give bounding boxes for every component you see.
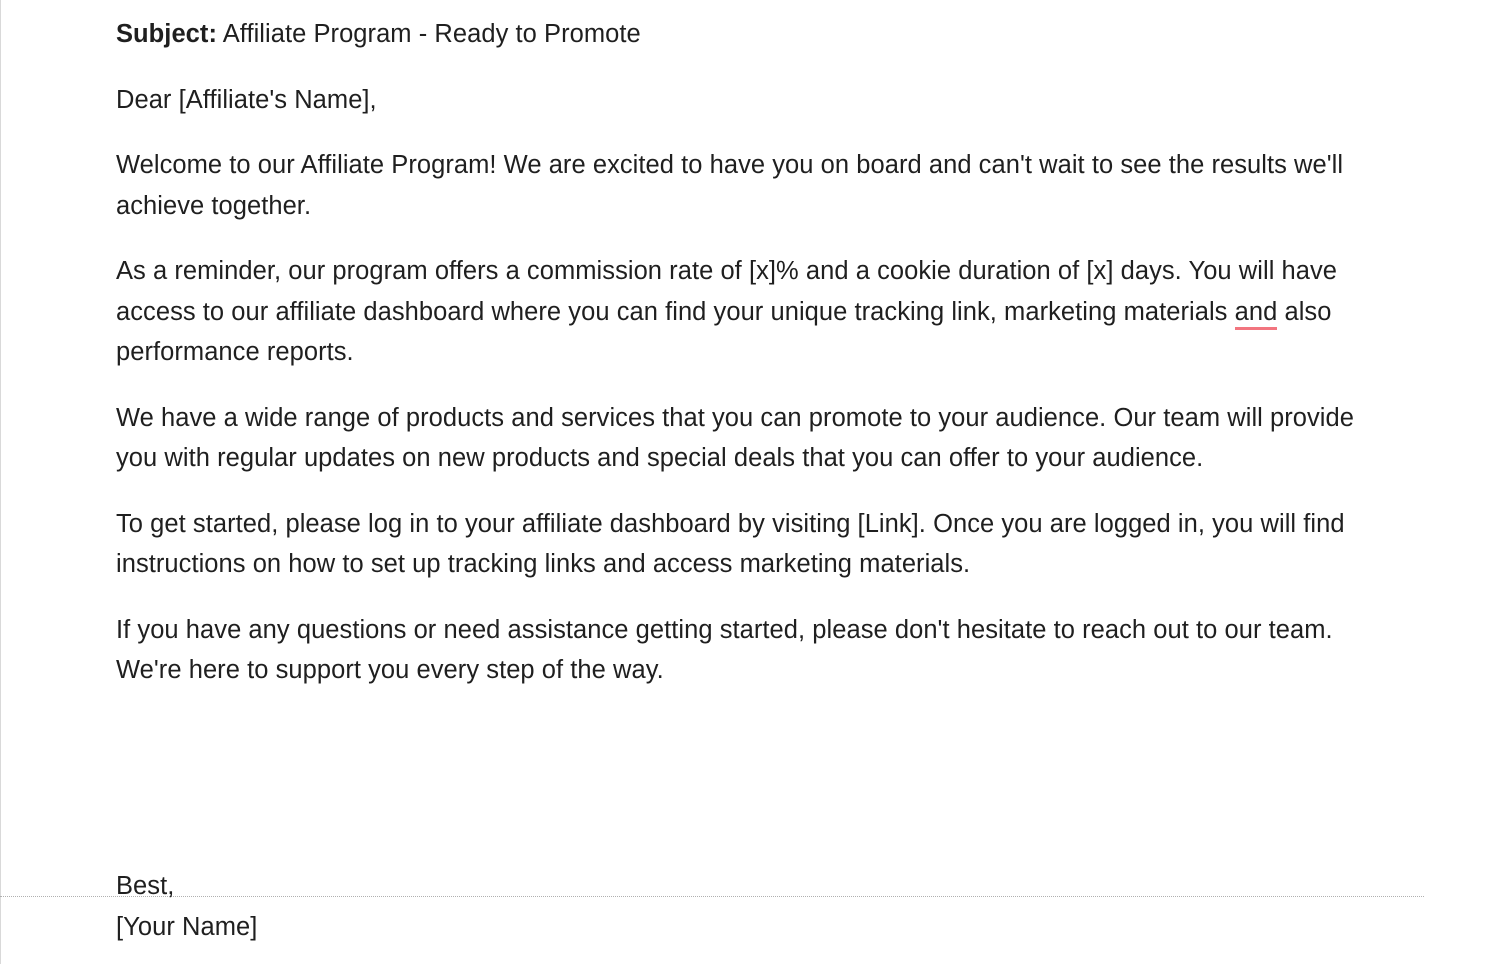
- left-margin-rule: [0, 0, 1, 964]
- paragraph-questions: If you have any questions or need assistance getting started, please don't hesitate to reach out to our team. We're here to support you every step of the way.: [116, 615, 1340, 684]
- subject-line: [116, 14, 1372, 55]
- subject-label: Subject:: [116, 20, 217, 48]
- spelling-error-word[interactable]: and: [1235, 298, 1278, 330]
- paragraph-products: We have a wide range of products and services that you can promote to your audience. Our team will provide you with regular updates on new products and special deals that you can offer to your audience.: [116, 403, 1362, 472]
- paragraph-welcome: Welcome to our Affiliate Program! We are excited to have you on board and can't wait to see the results we'll achieve together.: [116, 151, 1351, 220]
- paragraph-get-started: To get started, please log in to your affiliate dashboard by visiting [Link]. Once you are logged in, you will find instructions on how to set up tracking links and access marketing materials.: [116, 509, 1352, 578]
- signature-name: [Your Name]: [116, 912, 258, 941]
- subject-value: Affiliate Program - Ready to Promote: [217, 20, 641, 48]
- commission-text-before: As a reminder, our program offers a commission rate of [x]% and a cookie duration of [x] days. You will have access to our affiliate dashboard where you can find your unique tracking link, marketing materials: [116, 257, 1345, 326]
- greeting-line: Dear [Affiliate's Name],: [116, 85, 377, 114]
- closing-line: Best,: [116, 872, 175, 900]
- paragraph-commission: [116, 251, 1372, 373]
- document-body[interactable]: [116, 14, 1372, 716]
- signature-block[interactable]: [116, 866, 1372, 947]
- commission-text-after: also performance reports.: [116, 297, 1339, 366]
